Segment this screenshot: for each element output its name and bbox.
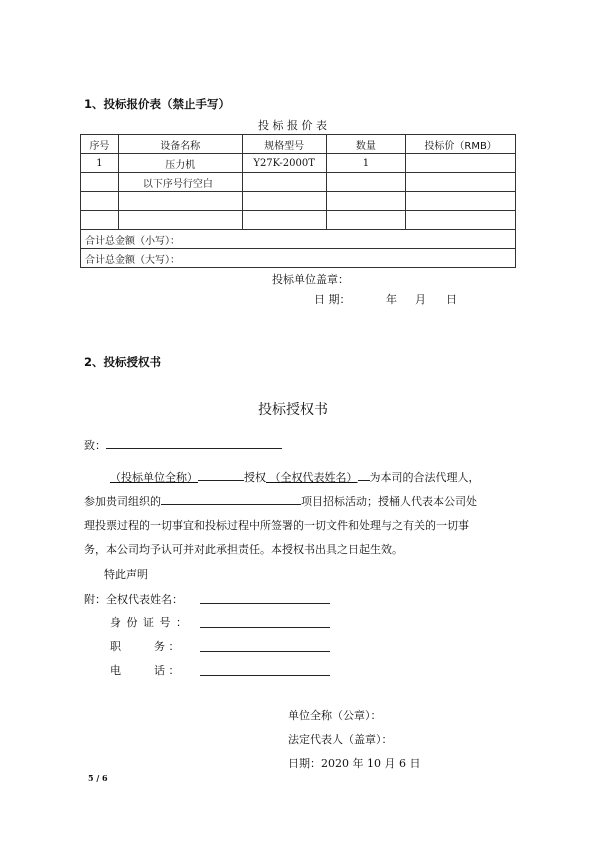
total-large-row	[81, 249, 516, 268]
table-row	[81, 154, 516, 173]
table-cell	[81, 192, 119, 211]
table-cell	[406, 192, 516, 211]
section2-heading: 2、投标授权书	[84, 355, 162, 369]
para-text: 为本司的合法代理人，	[369, 471, 480, 484]
table-cell	[242, 173, 326, 192]
table-row	[81, 211, 516, 230]
table-cell	[406, 173, 516, 192]
table-cell: 压力机	[118, 154, 242, 173]
table-cell	[326, 211, 406, 230]
table-row	[81, 192, 516, 211]
para-text: 项目招标活动；授桶人代表本公司处	[301, 495, 477, 508]
table-cell	[81, 173, 119, 192]
column-header: 设备名称	[118, 135, 242, 154]
rep-blank	[358, 468, 370, 481]
auth-doc-title: 投标授权书	[258, 402, 328, 418]
date-year: 年	[386, 293, 397, 306]
authorize-text: 授权	[244, 471, 266, 484]
id-blank	[200, 615, 330, 628]
company-seal-label: 单位全称（公章）：	[288, 709, 382, 722]
para-text: 参加贵司组织的	[84, 495, 161, 508]
table-cell	[242, 192, 326, 211]
project-blank	[161, 492, 301, 505]
table-cell: 以下序号行空白	[118, 173, 242, 192]
to-line	[84, 434, 282, 457]
legal-rep-label: 法定代表人（盖章）：	[288, 733, 393, 746]
table-cell	[118, 211, 242, 230]
attach-label: 附：全权代表姓名：	[84, 593, 183, 606]
company-blank	[198, 468, 244, 481]
id-label: 身 份 证 号 ：	[110, 616, 188, 629]
table-row	[81, 173, 516, 192]
table-cell	[81, 211, 119, 230]
phone-blank	[200, 663, 330, 676]
total-small-row	[81, 230, 516, 249]
rep-name-blank	[200, 591, 330, 604]
table-cell: 1	[326, 154, 406, 173]
table-cell	[326, 173, 406, 192]
declare-text: 特此声明	[104, 568, 148, 581]
date-month: 月	[415, 293, 426, 306]
table-cell	[242, 211, 326, 230]
seal-label: 投标单位盖章：	[272, 273, 349, 286]
para-line-3: 理投票过程的一切事宜和投标过程中所签署的一切文件和处理与之有关的一切事	[84, 519, 469, 532]
column-header: 规格型号	[242, 135, 326, 154]
para-line-1	[110, 466, 480, 489]
to-label: 致：	[84, 439, 106, 452]
rep-name-placeholder: （全权代表姓名）	[269, 471, 358, 484]
company-name-placeholder: （投标单位全称）	[110, 471, 198, 484]
phone-label: 电 话 ：	[110, 664, 180, 677]
signed-date: 日期：2020 年 10 月 6 日	[288, 757, 421, 770]
table-cell: 1	[81, 154, 119, 173]
table-header-row	[81, 135, 516, 154]
column-header: 投标价（RMB）	[406, 135, 516, 154]
recipient-blank	[106, 436, 282, 449]
table-title: 投 标 报 价 表	[258, 119, 327, 132]
table-cell	[118, 192, 242, 211]
position-blank	[200, 639, 330, 652]
table-cell: Y27K-2000T	[242, 154, 326, 173]
total-small-label: 合计总金额（小写）：	[81, 230, 516, 249]
table-cell	[406, 211, 516, 230]
total-large-label: 合计总金额（大写）：	[81, 249, 516, 268]
column-header: 序号	[81, 135, 119, 154]
table-cell	[326, 192, 406, 211]
table-cell	[406, 154, 516, 173]
para-line-2	[84, 490, 477, 513]
section1-heading: 1、投标报价表（禁止手写）	[84, 97, 231, 111]
date-day: 日	[446, 293, 457, 306]
date-label: 日 期：	[314, 293, 351, 306]
position-label: 职 务 ：	[110, 640, 180, 653]
page-number: 5 / 6	[88, 773, 108, 783]
column-header: 数量	[326, 135, 406, 154]
quote-table	[80, 134, 516, 268]
para-line-4: 务，本公司均予认可并对此承担责任。本授权书出具之日起生效。	[84, 543, 403, 556]
